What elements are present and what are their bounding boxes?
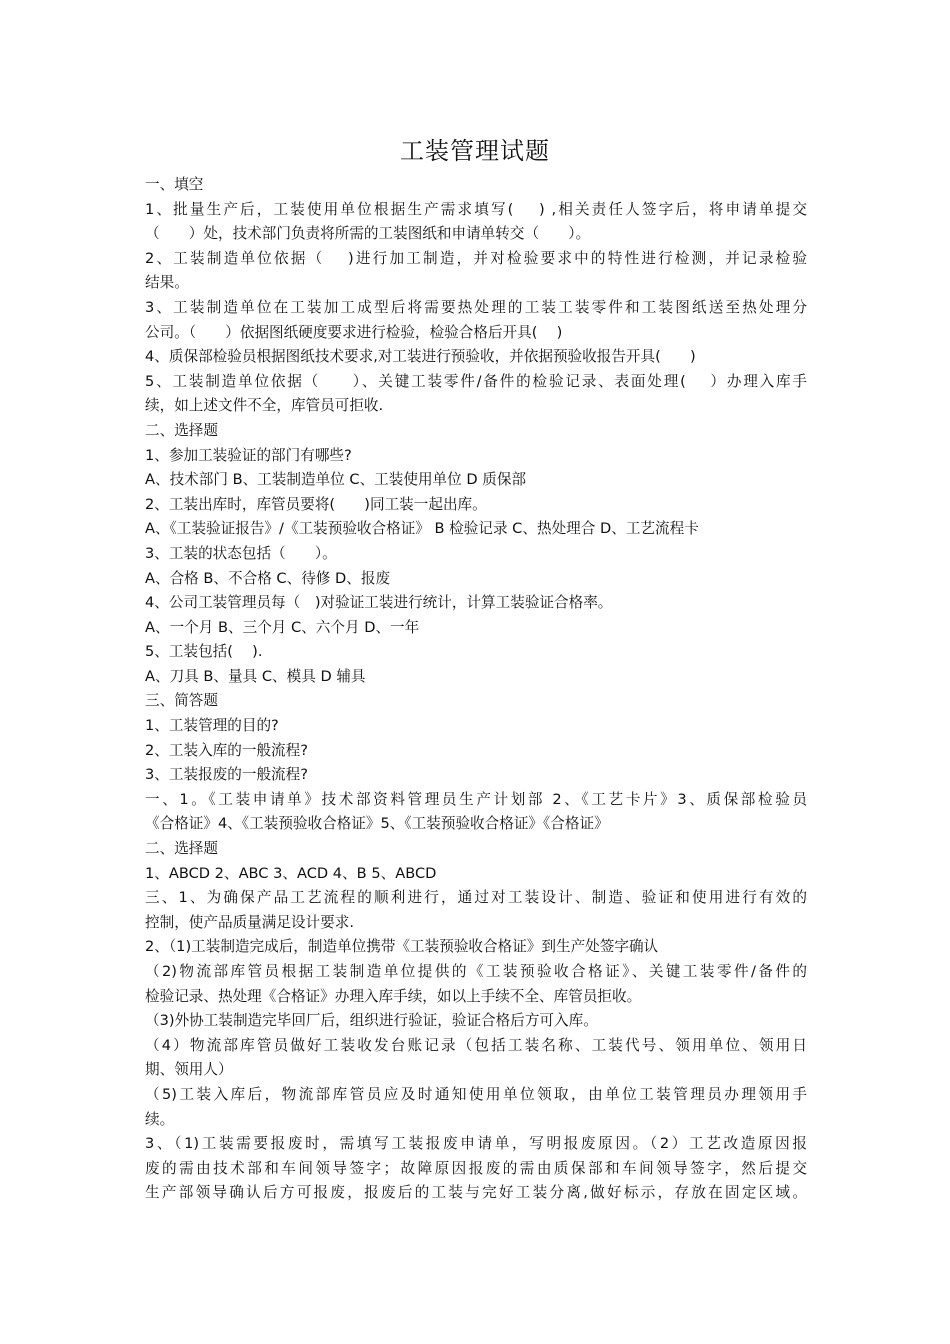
text-line: 3、工装报废的一般流程?: [145, 766, 308, 784]
text-line: 一、填空: [145, 176, 204, 193]
text-line: A、刀具 B、量具 C、模具 D 辅具: [145, 667, 366, 685]
text-line: 1、ABCD 2、ABC 3、ACD 4、B 5、ABCD: [145, 864, 437, 882]
text-line: 废的需由技术部和车间领导签字；故障原因报废的需由质保部和车间领导签字，然后提交: [145, 1159, 807, 1177]
text-line: 公司。（ ）依据图纸硬度要求进行检验，检验合格后开具( ): [145, 323, 563, 341]
document-title: 工装管理试题: [400, 137, 550, 165]
text-line: 结果。: [145, 274, 189, 292]
text-line: （4）物流部库管员做好工装收发台账记录（包括工装名称、工装代号、领用单位、领用日: [145, 1036, 807, 1054]
text-line: 5、工装包括( ).: [145, 643, 263, 661]
text-line: 3、工装的状态包括（ ）。: [145, 544, 337, 562]
text-line: 控制，使产品质量满足设计要求.: [145, 913, 354, 931]
text-line: 3、工装制造单位在工装加工成型后将需要热处理的工装工装零件和工装图纸送至热处理分: [145, 298, 807, 316]
text-line: A、技术部门 B、工装制造单位 C、工装使用单位 D 质保部: [145, 471, 527, 489]
text-line: 续。: [145, 1110, 175, 1128]
text-line: 《合格证》4、《工装预验收合格证》5、《工装预验收合格证》《合格证》: [145, 815, 609, 833]
text-line: 三、1、为确保产品工艺流程的顺利进行，通过对工装设计、制造、验证和使用进行有效的: [145, 889, 807, 907]
text-line: 续，如上述文件不全，库管员可拒收.: [145, 397, 384, 415]
text-line: 1、参加工装验证的部门有哪些?: [145, 446, 352, 464]
text-line: 1、批量生产后，工装使用单位根据生产需求填写( ) ,相关责任人签字后，将申请单提交: [145, 200, 807, 218]
text-line: （3)外协工装制造完毕回厂后，组织进行验证，验证合格后方可入库。: [145, 1012, 598, 1030]
text-line: 5、工装制造单位依据（ ）、关键工装零件/备件的检验记录、表面处理( ）办理入库手: [145, 372, 807, 390]
text-line: 4、质保部检验员根据图纸技术要求,对工装进行预验收，并依据预验收报告开具( ): [145, 348, 696, 366]
text-line: （2)物流部库管员根据工装制造单位提供的《工装预验收合格证》、关键工装零件/备件的: [145, 963, 807, 980]
text-line: A、《工装验证报告》/《工装预验收合格证》 B 检验记录 C、热处理合 D、工艺流程卡: [145, 520, 699, 538]
text-line: （5)工装入库后，物流部库管员应及时通知使用单位领取，由单位工装管理员办理领用手: [145, 1085, 807, 1103]
text-line: （ ）处，技术部门负责将所需的工装图纸和申请单转交（ ）。: [145, 225, 591, 243]
document-body: [145, 173, 807, 1206]
text-line: A、一个月 B、三个月 C、六个月 D、一年: [145, 618, 420, 636]
text-line: 二、选择题: [145, 421, 218, 439]
text-line: 1、工装管理的目的?: [145, 717, 279, 735]
text-line: 检验记录、热处理《合格证》办理入库手续，如以上手续不全、库管员拒收。: [145, 987, 642, 1005]
text-line: 2、工装制造单位依据（ )进行加工制造，并对检验要求中的特性进行检测，并记录检验: [145, 249, 807, 267]
text-line: 4、公司工装管理员每（ )对验证工装进行统计，计算工装验证合格率。: [145, 594, 613, 612]
text-line: 3、（1)工装需要报废时，需填写工装报废申请单，写明报废原因。（2）工艺改造原因报: [145, 1135, 807, 1153]
text-line: 生产部领导确认后方可报废，报废后的工装与完好工装分离,做好标示，存放在固定区域。: [145, 1184, 807, 1202]
text-line: A、合格 B、不合格 C、待修 D、报废: [145, 569, 391, 587]
text-line: 一、1。《工装申请单》技术部资料管理员生产计划部 2、《工艺卡片》3、质保部检验员: [145, 790, 807, 808]
text-line: 2、工装入库的一般流程?: [145, 741, 308, 759]
text-line: 2、（1)工装制造完成后，制造单位携带《工装预验收合格证》到生产处签字确认: [145, 938, 659, 956]
text-line: 二、选择题: [145, 840, 218, 858]
text-line: 期、领用人）: [145, 1061, 233, 1079]
text-line: 2、工装出库时，库管员要将( )同工装一起出库。: [145, 495, 487, 513]
text-line: 三、简答题: [145, 692, 218, 710]
